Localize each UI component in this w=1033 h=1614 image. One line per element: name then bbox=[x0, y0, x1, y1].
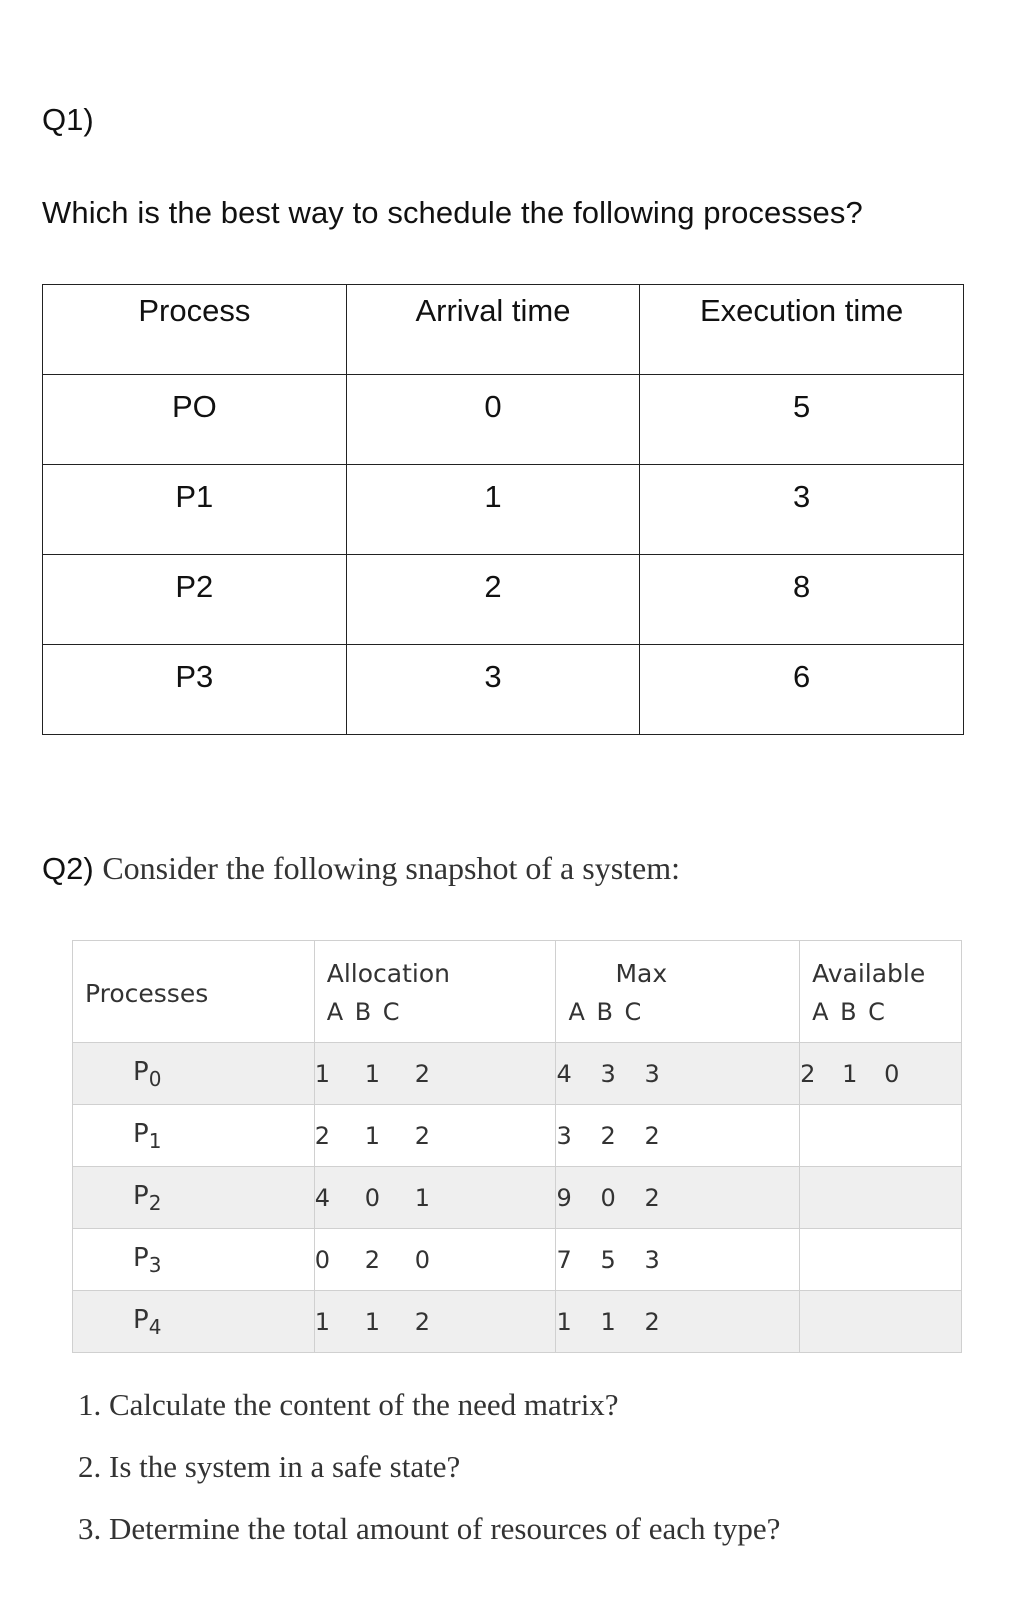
allocation-cell: 0 2 0 bbox=[314, 1229, 556, 1291]
max-cell: 7 5 3 bbox=[556, 1229, 800, 1291]
q2-heading bbox=[42, 852, 680, 884]
table-row bbox=[43, 645, 964, 735]
header-execution-time: Execution time bbox=[640, 285, 964, 375]
available-cell bbox=[800, 1167, 962, 1229]
max-cell: 9 0 2 bbox=[556, 1167, 800, 1229]
cell-execution: 8 bbox=[640, 555, 964, 645]
q1-question: Which is the best way to schedule the following processes? bbox=[42, 195, 863, 230]
allocation-cell: 4 0 1 bbox=[314, 1167, 556, 1229]
q1-heading: Q1) bbox=[42, 102, 94, 137]
allocation-cell: 1 1 2 bbox=[314, 1043, 556, 1105]
allocation-cell: 2 1 2 bbox=[314, 1105, 556, 1167]
q2-snapshot-table bbox=[72, 940, 962, 1353]
header-allocation: Allocation bbox=[326, 959, 450, 988]
max-cell: 3 2 2 bbox=[556, 1105, 800, 1167]
q2-heading-text: Consider the following snapshot of a system: bbox=[102, 850, 681, 886]
table-row bbox=[43, 375, 964, 465]
q2-heading-prefix: Q2) bbox=[42, 851, 94, 886]
header-process: Process bbox=[43, 285, 347, 375]
header-processes-cell bbox=[73, 941, 315, 1043]
process-name: $P_1$ bbox=[133, 1118, 162, 1153]
table-row bbox=[43, 465, 964, 555]
max-cell: 4 3 3 bbox=[556, 1043, 800, 1105]
allocation-cell: 1 1 2 bbox=[314, 1291, 556, 1353]
process-name: $P_3$ bbox=[133, 1242, 162, 1277]
available-cell: 2 1 0 bbox=[800, 1043, 962, 1105]
question-item: 3. Determine the total amount of resources of each type? bbox=[78, 1511, 781, 1546]
available-cell bbox=[800, 1291, 962, 1353]
question-item: 1. Calculate the content of the need matrix? bbox=[78, 1387, 619, 1422]
header-max-cell bbox=[556, 941, 800, 1043]
table-row bbox=[73, 1229, 962, 1291]
table-row bbox=[73, 1043, 962, 1105]
cell-arrival: 0 bbox=[346, 375, 640, 465]
header-allocation-abc: A B C bbox=[326, 998, 400, 1026]
process-name: $P_0$ bbox=[133, 1056, 162, 1091]
cell-process: P1 bbox=[43, 465, 347, 555]
header-arrival-time: Arrival time bbox=[346, 285, 640, 375]
process-name: $P_4$ bbox=[133, 1304, 162, 1339]
cell-execution: 5 bbox=[640, 375, 964, 465]
available-cell bbox=[800, 1229, 962, 1291]
process-name: $P_2$ bbox=[133, 1180, 162, 1215]
table-row bbox=[43, 555, 964, 645]
header-max: Max bbox=[615, 959, 668, 988]
table-row bbox=[73, 1167, 962, 1229]
max-cell: 1 1 2 bbox=[556, 1291, 800, 1353]
header-available-cell bbox=[800, 941, 962, 1043]
q1-process-table bbox=[42, 284, 964, 735]
cell-arrival: 2 bbox=[346, 555, 640, 645]
header-available-abc: A B C bbox=[812, 998, 885, 1026]
cell-process: P2 bbox=[43, 555, 347, 645]
cell-process: PO bbox=[43, 375, 347, 465]
q2-question-list bbox=[78, 1387, 780, 1573]
header-processes: Processes bbox=[85, 979, 209, 1008]
table-row bbox=[73, 1105, 962, 1167]
table-row bbox=[73, 1291, 962, 1353]
cell-execution: 3 bbox=[640, 465, 964, 555]
header-available: Available bbox=[812, 959, 926, 988]
header-allocation-cell bbox=[314, 941, 556, 1043]
table-header-row bbox=[43, 285, 964, 375]
cell-process: P3 bbox=[43, 645, 347, 735]
header-max-abc: A B C bbox=[568, 998, 642, 1026]
question-item: 2. Is the system in a safe state? bbox=[78, 1449, 461, 1484]
available-cell bbox=[800, 1105, 962, 1167]
snapshot-header-row bbox=[73, 941, 962, 1043]
cell-execution: 6 bbox=[640, 645, 964, 735]
cell-arrival: 3 bbox=[346, 645, 640, 735]
cell-arrival: 1 bbox=[346, 465, 640, 555]
